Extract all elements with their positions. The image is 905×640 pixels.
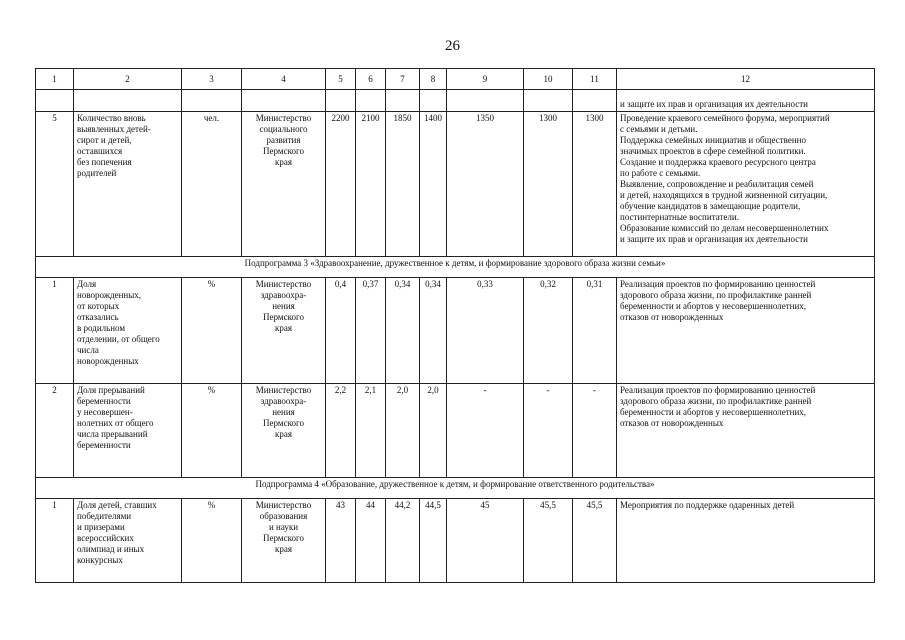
- header-cell: 9: [447, 69, 524, 90]
- value-cell: -: [524, 384, 573, 478]
- subprogram-3-title: Подпрограмма 3 «Здравоохранение, дружественное к детям, и формирование здорового образа жизни семьи»: [36, 257, 875, 278]
- indicators-table: [35, 68, 875, 583]
- column-number-row: [36, 69, 875, 90]
- value-cell: 2,2: [326, 384, 356, 478]
- header-cell: 5: [326, 69, 356, 90]
- header-cell: 11: [573, 69, 617, 90]
- ministry-cell: Министерство образования и науки Пермского края: [242, 499, 326, 583]
- subprogram-row: [36, 257, 875, 278]
- value-cell: 1850: [386, 112, 420, 257]
- subprogram-4-title: Подпрограмма 4 «Образование, дружественное к детям, и формирование ответственного родительства»: [36, 478, 875, 499]
- indicator-name: Доля новорожденных, от которых отказались в родильном отделении, от общего числа новорожденных: [74, 278, 182, 384]
- table-row: [36, 112, 875, 257]
- row-number: 5: [36, 112, 74, 257]
- value-cell: 0,34: [420, 278, 447, 384]
- value-cell: 2,1: [356, 384, 386, 478]
- value-cell: 1300: [573, 112, 617, 257]
- value-cell: 2,0: [420, 384, 447, 478]
- unit-cell: чел.: [182, 112, 242, 257]
- table-row: [36, 278, 875, 384]
- value-cell: 0,4: [326, 278, 356, 384]
- value-cell: 45,5: [524, 499, 573, 583]
- value-cell: 0,32: [524, 278, 573, 384]
- value-cell: 2200: [326, 112, 356, 257]
- value-cell: 45: [447, 499, 524, 583]
- value-cell: 1350: [447, 112, 524, 257]
- value-cell: 44,2: [386, 499, 420, 583]
- header-cell: 2: [74, 69, 182, 90]
- header-cell: 12: [617, 69, 875, 90]
- indicator-name: Количество вновь выявленных детей- сирот и детей, оставшихся без попечения родителей: [74, 112, 182, 257]
- header-cell: 1: [36, 69, 74, 90]
- value-cell: 2100: [356, 112, 386, 257]
- measures-cell: и защите их прав и организация их деятельности: [617, 90, 875, 112]
- value-cell: 0,34: [386, 278, 420, 384]
- value-cell: 44: [356, 499, 386, 583]
- value-cell: 1400: [420, 112, 447, 257]
- indicator-name: Доля прерываний беременности у несовершен- нолетних от общего числа прерываний беременности: [74, 384, 182, 478]
- ministry-cell: Министерство здравоохра- нения Пермского края: [242, 278, 326, 384]
- header-cell: 3: [182, 69, 242, 90]
- row-number: 1: [36, 278, 74, 384]
- value-cell: -: [573, 384, 617, 478]
- measures-cell: Мероприятия по поддержке одаренных детей: [617, 499, 875, 583]
- header-cell: 8: [420, 69, 447, 90]
- value-cell: 2,0: [386, 384, 420, 478]
- table-row: [36, 384, 875, 478]
- value-cell: 45,5: [573, 499, 617, 583]
- ministry-cell: Министерство социального развития Пермского края: [242, 112, 326, 257]
- page-number: 26: [445, 38, 460, 54]
- unit-cell: %: [182, 278, 242, 384]
- header-cell: 6: [356, 69, 386, 90]
- header-cell: 4: [242, 69, 326, 90]
- row-number: 2: [36, 384, 74, 478]
- value-cell: 43: [326, 499, 356, 583]
- continuation-row: [36, 90, 875, 112]
- measures-cell: Реализация проектов по формированию ценностей здорового образа жизни, по профилактике ранней беременности и абортов у несовершеннолетних, отказов от новорожденных: [617, 278, 875, 384]
- value-cell: 0,33: [447, 278, 524, 384]
- value-cell: -: [447, 384, 524, 478]
- unit-cell: %: [182, 499, 242, 583]
- row-number: 1: [36, 499, 74, 583]
- subprogram-row: [36, 478, 875, 499]
- ministry-cell: Министерство здравоохра- нения Пермского края: [242, 384, 326, 478]
- value-cell: 1300: [524, 112, 573, 257]
- indicator-name: Доля детей, ставших победителями и призерами всероссийских олимпиад и иных конкурсных: [74, 499, 182, 583]
- measures-cell: Проведение краевого семейного форума, мероприятий с семьями и детьми. Поддержка семейных инициатив и общественно значимых проектов в сфере семейной политики. Создание и поддержка краевого ресурсного центра по работе с семьями. Выявление, сопровождение и реабилитация семей и детей, находящихся в трудной жизненной ситуации, обучение кандидатов в замещающие родители, постинтернатные воспитатели. Образование комиссий по делам несовершеннолетних и защите их прав и организация их деятельности: [617, 112, 875, 257]
- unit-cell: %: [182, 384, 242, 478]
- measures-cell: Реализация проектов по формированию ценностей здорового образа жизни, по профилактике ранней беременности и абортов у несовершеннолетних, отказов от новорожденных: [617, 384, 875, 478]
- value-cell: 0,37: [356, 278, 386, 384]
- value-cell: 44,5: [420, 499, 447, 583]
- header-cell: 10: [524, 69, 573, 90]
- header-cell: 7: [386, 69, 420, 90]
- value-cell: 0,31: [573, 278, 617, 384]
- table-row: [36, 499, 875, 583]
